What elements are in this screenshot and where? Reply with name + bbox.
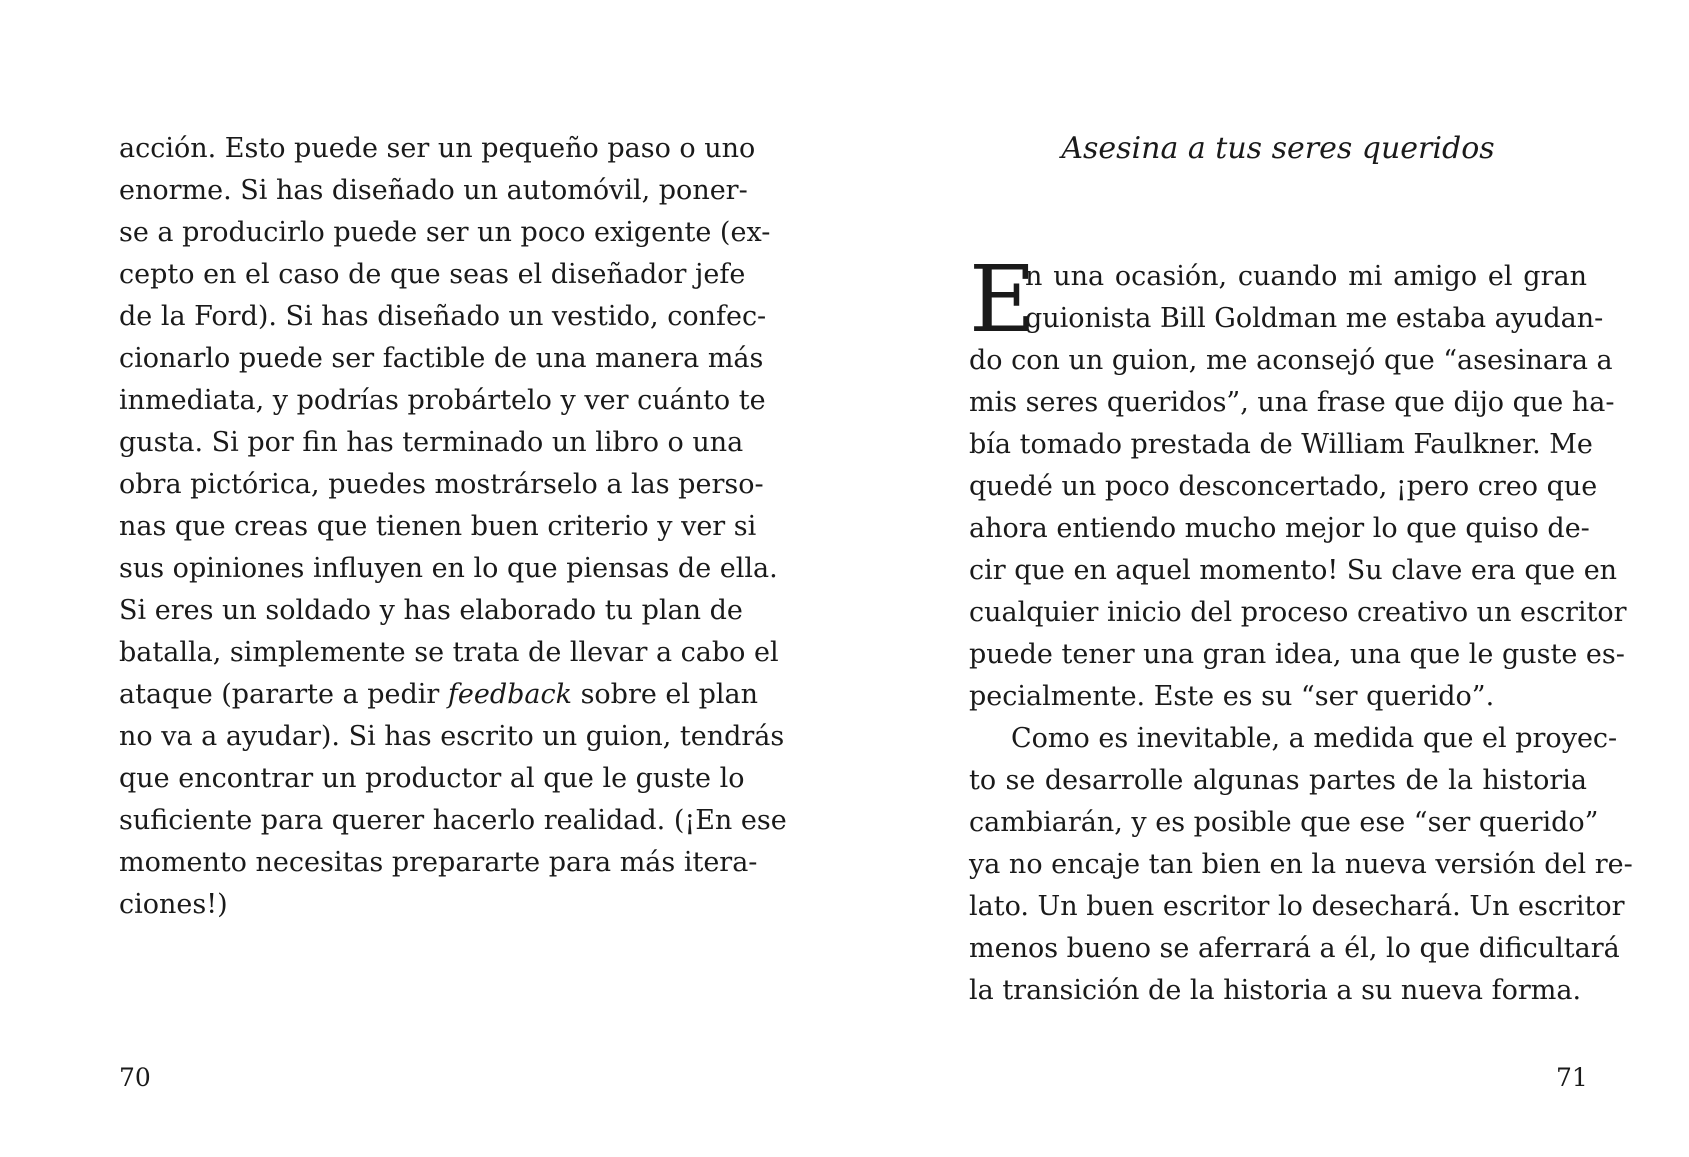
text-line: do con un guion, me aconsejó que “asesinara a bbox=[969, 345, 1613, 376]
right-page-text bbox=[969, 128, 1633, 1006]
text-line-with-italic bbox=[119, 674, 759, 716]
page-number-left: 70 bbox=[119, 1063, 151, 1092]
text-line: de la Ford). Si has diseñado un vestido, confec- bbox=[119, 301, 767, 332]
text-line: gusta. Si por fin has terminado un libro o una bbox=[119, 427, 744, 458]
text-line: cir que en aquel momento! Su clave era que en bbox=[969, 555, 1618, 586]
text-line: ya no encaje tan bien en la nueva versión del re- bbox=[969, 849, 1633, 880]
text-line: inmediata, y podrías probártelo y ver cuánto te bbox=[119, 385, 766, 416]
chapter-title: Asesina a tus seres queridos bbox=[1061, 131, 1495, 166]
text-line: cambiarán, y es posible que ese “ser querido” bbox=[969, 807, 1599, 838]
text-line: pecialmente. Este es su “ser querido”. bbox=[969, 681, 1495, 712]
italic-term: feedback bbox=[447, 679, 572, 710]
text-line: cionarlo puede ser factible de una manera más bbox=[119, 343, 764, 374]
text-line: batalla, simplemente se trata de llevar a cabo el bbox=[119, 637, 779, 668]
text-line: la transición de la historia a su nueva forma. bbox=[969, 975, 1582, 1006]
text-line: mis seres queridos”, una frase que dijo que ha- bbox=[969, 387, 1615, 418]
text-line: cepto en el caso de que seas el diseñador jefe bbox=[119, 259, 746, 290]
text-run: ataque (pararte a pedir bbox=[119, 679, 448, 710]
text-line: to se desarrolle algunas partes de la historia bbox=[969, 765, 1587, 796]
text-line: bía tomado prestada de William Faulkner. Me bbox=[969, 429, 1593, 460]
text-line: Como es inevitable, a medida que el proyec- bbox=[1011, 723, 1618, 754]
text-line: ahora entiendo mucho mejor lo que quiso de- bbox=[969, 513, 1590, 544]
text-line: n una ocasión, cuando mi amigo el gran bbox=[1025, 261, 1587, 292]
text-line: lato. Un buen escritor lo desechará. Un escritor bbox=[969, 891, 1625, 922]
text-line: no va a ayudar). Si has escrito un guion, tendrás bbox=[119, 721, 785, 752]
left-page-text bbox=[119, 128, 787, 926]
text-line: acción. Esto puede ser un pequeño paso o uno bbox=[119, 133, 756, 164]
drop-cap: E bbox=[969, 246, 1037, 353]
text-line: puede tener una gran idea, una que le guste es- bbox=[969, 639, 1625, 670]
text-line: obra pictórica, puedes mostrárselo a las perso- bbox=[119, 469, 764, 500]
text-line: Si eres un soldado y has elaborado tu plan de bbox=[119, 595, 743, 626]
text-line: suficiente para querer hacerlo realidad. (¡En ese bbox=[119, 805, 787, 836]
text-line: menos bueno se aferrará a él, lo que dificultará bbox=[969, 933, 1620, 964]
text-line: que encontrar un productor al que le guste lo bbox=[119, 763, 745, 794]
text-line: sus opiniones influyen en lo que piensas de ella. bbox=[119, 553, 778, 584]
text-line: momento necesitas prepararte para más itera- bbox=[119, 847, 758, 878]
text-line: guionista Bill Goldman me estaba ayudan- bbox=[1025, 303, 1604, 334]
text-line: ciones!) bbox=[119, 889, 228, 920]
text-line: cualquier inicio del proceso creativo un escritor bbox=[969, 597, 1627, 628]
chapter-body bbox=[969, 246, 1633, 1012]
text-line: se a producirlo puede ser un poco exigente (ex- bbox=[119, 217, 771, 248]
page-number-right: 71 bbox=[1556, 1063, 1588, 1092]
text-run: sobre el plan bbox=[571, 679, 759, 710]
text-line: nas que creas que tienen buen criterio y ver si bbox=[119, 511, 757, 542]
text-line: enorme. Si has diseñado un automóvil, poner- bbox=[119, 175, 748, 206]
text-line: quedé un poco desconcertado, ¡pero creo que bbox=[969, 471, 1598, 502]
